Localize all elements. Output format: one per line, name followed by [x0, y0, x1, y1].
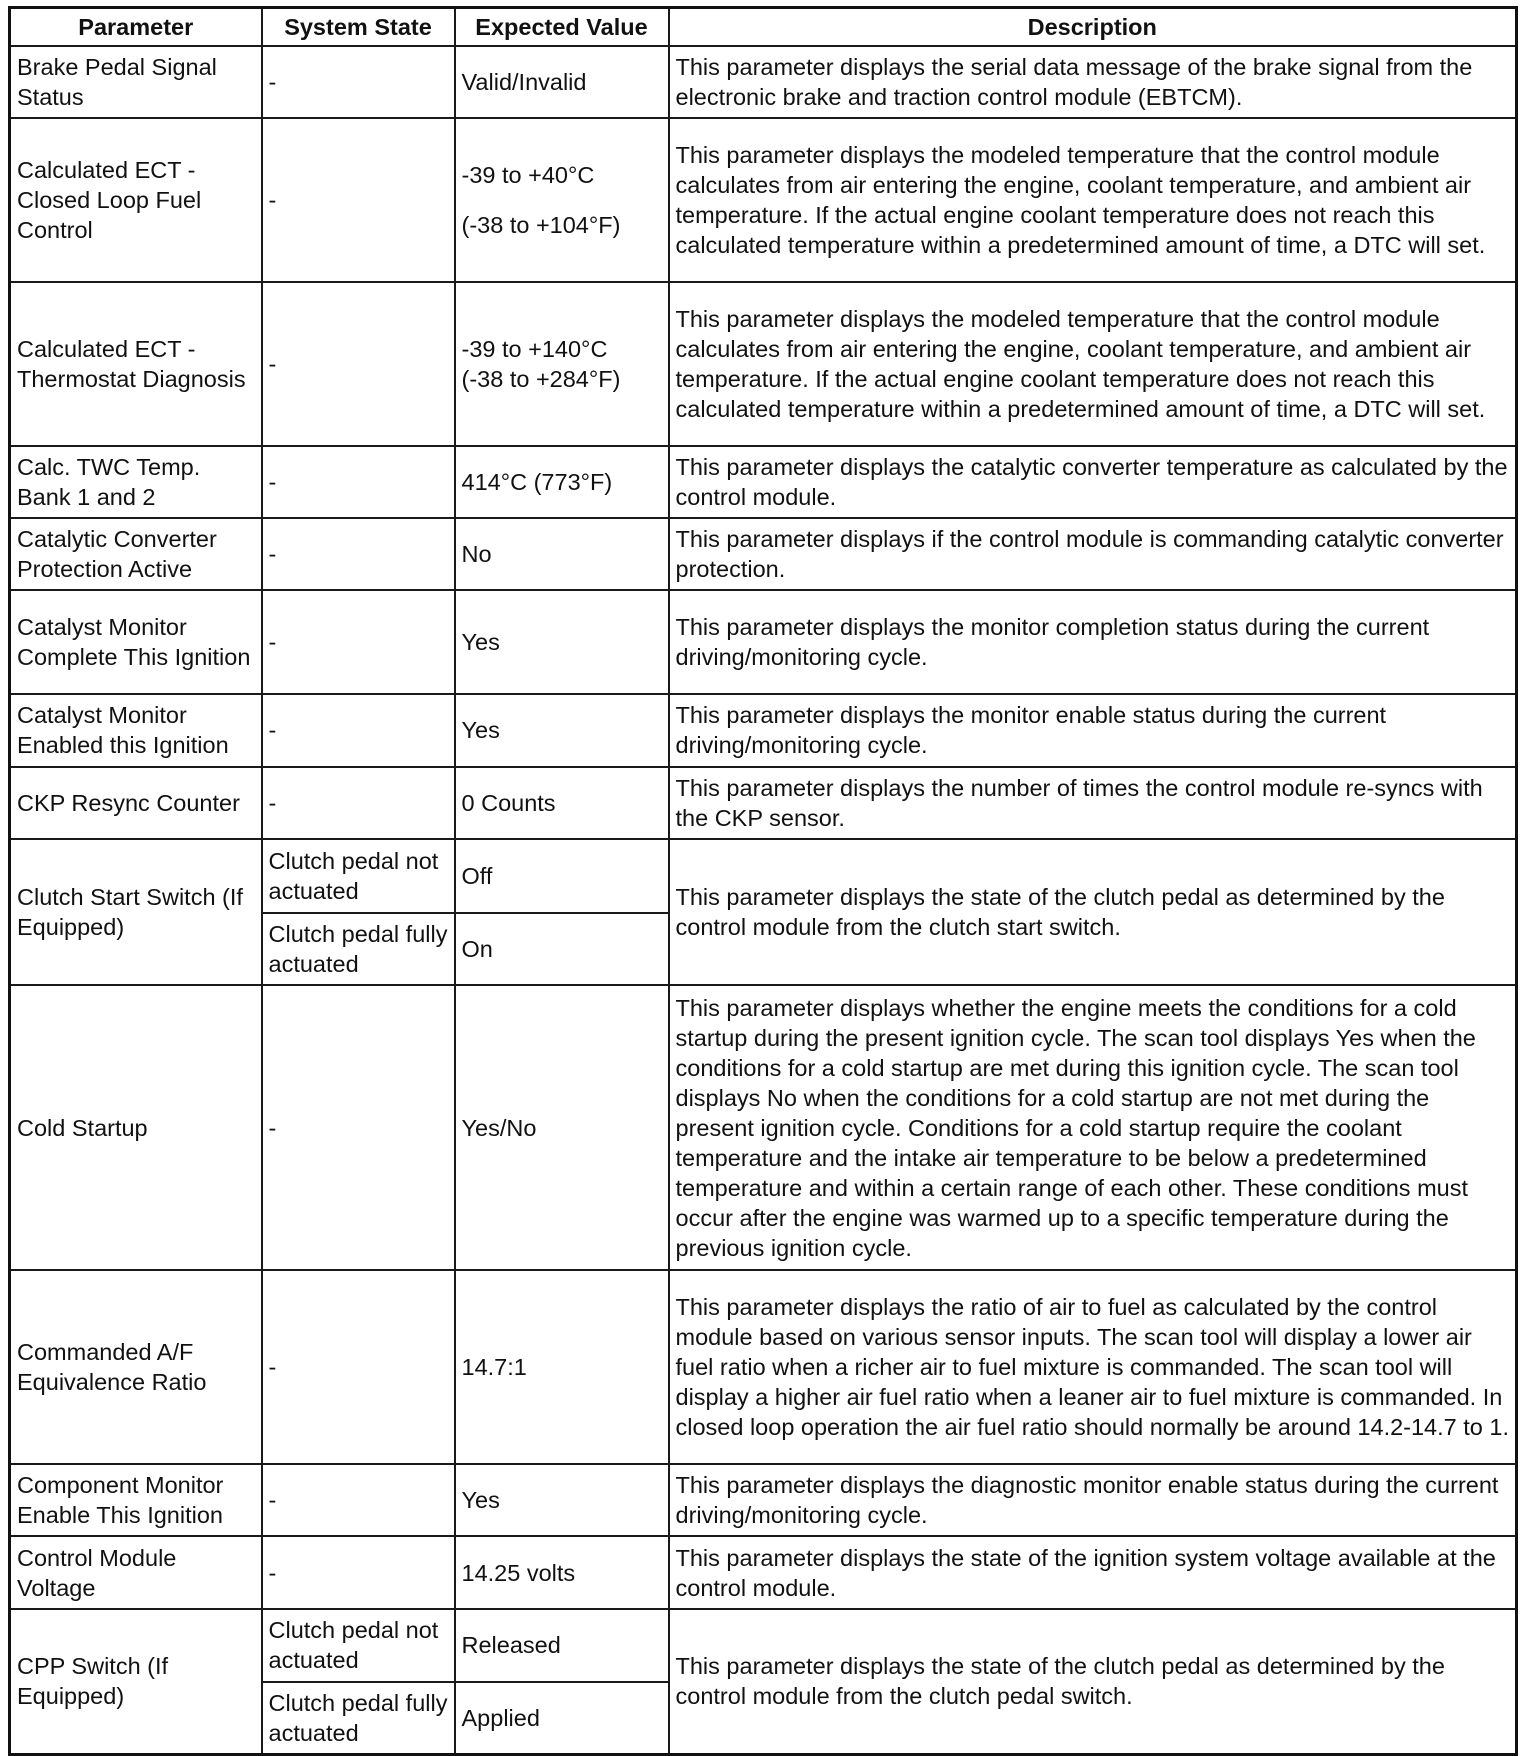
value-fahrenheit: (-38 to +104°F) — [461, 212, 621, 239]
value-cell: Valid/Invalid — [455, 46, 669, 118]
state-cell: Clutch pedal fully actuated — [262, 913, 455, 985]
value-cell — [455, 282, 669, 446]
parameter-cell: Component Monitor Enable This Ignition — [10, 1464, 262, 1536]
description-cell: This parameter displays whether the engine meets the conditions for a cold startup during the present ignition cycle. The scan tool displays Yes when the conditions for a cold startup are met during this ignition cycle. The scan tool displays No when the conditions for a cold startup are not met during the present ignition cycle. Conditions for a cold startup require the coolant temperature and the intake air temperature to be below a predetermined temperature and within a certain range of each other. These conditions must occur after the engine was warmed up to a specific temperature during the previous ignition cycle. — [669, 985, 1517, 1270]
header-row — [10, 8, 1517, 47]
parameter-cell: Catalyst Monitor Complete This Ignition — [10, 590, 262, 693]
state-cell: - — [262, 767, 455, 839]
value-celsius: -39 to +40°C — [461, 162, 595, 189]
state-cell: Clutch pedal not actuated — [262, 1609, 455, 1682]
table-row — [10, 590, 1517, 693]
state-cell: - — [262, 518, 455, 590]
table-row — [10, 839, 1517, 912]
table-row — [10, 1609, 1517, 1682]
table-row — [10, 46, 1517, 118]
header-system-state: System State — [262, 8, 455, 47]
header-description: Description — [669, 8, 1517, 47]
description-cell: This parameter displays the number of times the control module re-syncs with the CKP sensor. — [669, 767, 1517, 839]
value-cell: On — [455, 913, 669, 985]
value-cell: 14.7:1 — [455, 1270, 669, 1464]
value-cell: 14.25 volts — [455, 1536, 669, 1608]
parameter-cell: Catalyst Monitor Enabled this Ignition — [10, 694, 262, 767]
header-parameter: Parameter — [10, 8, 262, 47]
description-cell: This parameter displays if the control module is commanding catalytic converter protection. — [669, 518, 1517, 590]
table-row — [10, 1536, 1517, 1608]
value-cell — [455, 118, 669, 282]
parameter-cell: CPP Switch (If Equipped) — [10, 1609, 262, 1755]
description-cell: This parameter displays the ratio of air to fuel as calculated by the control module based on various sensor inputs. The scan tool will display a lower air fuel ratio when a richer air to fuel mixture is commanded. The scan tool will display a higher air fuel ratio when a leaner air to fuel mixture is commanded. In closed loop operation the air fuel ratio should normally be around 14.2-14.7 to 1. — [669, 1270, 1517, 1464]
header-expected-value: Expected Value — [455, 8, 669, 47]
state-cell: - — [262, 118, 455, 282]
table-row — [10, 1270, 1517, 1464]
parameter-table — [8, 6, 1518, 1756]
parameter-cell: Catalytic Converter Protection Active — [10, 518, 262, 590]
state-cell: - — [262, 694, 455, 767]
table-row — [10, 282, 1517, 446]
description-cell: This parameter displays the diagnostic monitor enable status during the current driving/monitoring cycle. — [669, 1464, 1517, 1536]
value-cell: 0 Counts — [455, 767, 669, 839]
state-cell: - — [262, 985, 455, 1270]
value-cell: Yes — [455, 1464, 669, 1536]
state-cell: - — [262, 1270, 455, 1464]
state-cell: Clutch pedal not actuated — [262, 839, 455, 912]
parameter-cell: Calculated ECT - Closed Loop Fuel Control — [10, 118, 262, 282]
state-cell: - — [262, 590, 455, 693]
table-row — [10, 118, 1517, 282]
state-cell: - — [262, 282, 455, 446]
parameter-cell: Control Module Voltage — [10, 1536, 262, 1608]
table-row — [10, 767, 1517, 839]
description-cell: This parameter displays the monitor completion status during the current driving/monitoring cycle. — [669, 590, 1517, 693]
description-cell: This parameter displays the monitor enable status during the current driving/monitoring cycle. — [669, 694, 1517, 767]
description-cell: This parameter displays the modeled temperature that the control module calculates from air entering the engine, coolant temperature, and ambient air temperature. If the actual engine coolant temperature does not reach this calculated temperature within a predetermined amount of time, a DTC will set. — [669, 282, 1517, 446]
table-row — [10, 985, 1517, 1270]
description-cell: This parameter displays the state of the clutch pedal as determined by the control module from the clutch start switch. — [669, 839, 1517, 985]
value-cell: Applied — [455, 1682, 669, 1754]
value-cell: Off — [455, 839, 669, 912]
state-cell: - — [262, 46, 455, 118]
parameter-cell: Calculated ECT - Thermostat Diagnosis — [10, 282, 262, 446]
parameter-cell: Clutch Start Switch (If Equipped) — [10, 839, 262, 985]
table-row — [10, 518, 1517, 590]
table-row — [10, 1464, 1517, 1536]
state-cell: - — [262, 446, 455, 518]
description-cell: This parameter displays the state of the clutch pedal as determined by the control module from the clutch pedal switch. — [669, 1609, 1517, 1755]
table-row — [10, 694, 1517, 767]
value-cell: Yes — [455, 590, 669, 693]
state-cell: Clutch pedal fully actuated — [262, 1682, 455, 1754]
value-cell: Yes/No — [455, 985, 669, 1270]
parameter-cell: CKP Resync Counter — [10, 767, 262, 839]
value-cell: No — [455, 518, 669, 590]
description-cell: This parameter displays the state of the ignition system voltage available at the control module. — [669, 1536, 1517, 1608]
description-cell: This parameter displays the catalytic converter temperature as calculated by the control module. — [669, 446, 1517, 518]
value-fahrenheit: (-38 to +284°F) — [461, 365, 621, 392]
value-celsius: -39 to +140°C — [461, 335, 608, 362]
state-cell: - — [262, 1536, 455, 1608]
parameter-cell: Calc. TWC Temp. Bank 1 and 2 — [10, 446, 262, 518]
value-cell: Yes — [455, 694, 669, 767]
value-cell: 414°C (773°F) — [455, 446, 669, 518]
parameter-cell: Commanded A/F Equivalence Ratio — [10, 1270, 262, 1464]
description-cell: This parameter displays the serial data message of the brake signal from the electronic brake and traction control module (EBTCM). — [669, 46, 1517, 118]
table-row — [10, 446, 1517, 518]
value-cell: Released — [455, 1609, 669, 1682]
parameter-cell: Cold Startup — [10, 985, 262, 1270]
state-cell: - — [262, 1464, 455, 1536]
parameter-cell: Brake Pedal Signal Status — [10, 46, 262, 118]
description-cell: This parameter displays the modeled temperature that the control module calculates from air entering the engine, coolant temperature, and ambient air temperature. If the actual engine coolant temperature does not reach this calculated temperature within a predetermined amount of time, a DTC will set. — [669, 118, 1517, 282]
